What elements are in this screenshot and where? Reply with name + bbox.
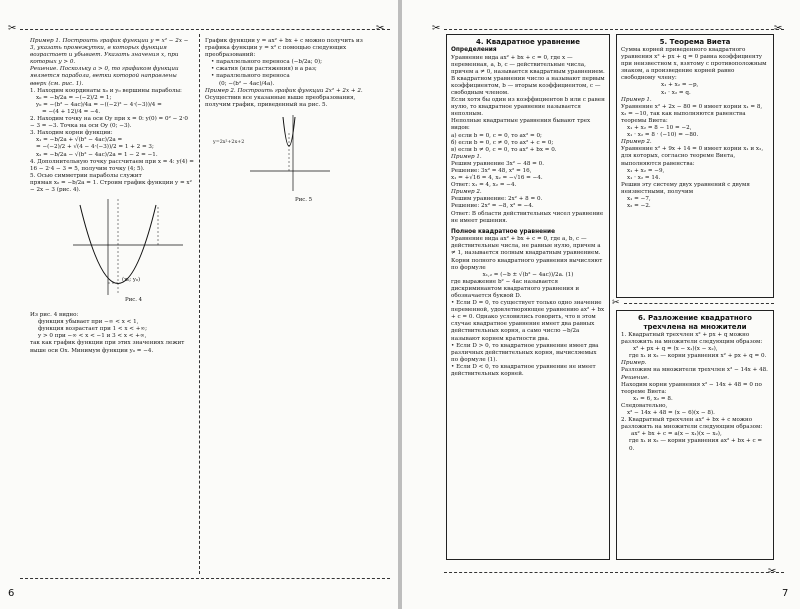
scissors-icon: ✂ [612,298,620,308]
right-page [402,0,800,609]
formula: (0; −(b² − 4ac)/4a). [219,80,275,87]
full-equation-heading: Полное квадратное уравнение [451,228,556,235]
text-line: Решение: 2x² = −8, x² = −4. [451,203,534,210]
text-line: Находим корни уравнения x² − 14x + 48 = 0 по теореме Виета: [621,381,762,395]
formula: x₁ + x₂ = −9, [627,167,665,174]
text-line: Пример 2. [451,189,482,196]
text-line: Решив эту систему двух уравнений с двумя неизвестными, получим [621,181,750,195]
section-4-title: 4. Квадратное уравнение [476,38,580,46]
scissors-icon: ✂ [8,23,17,34]
text-line: • Если D < 0, то квадратное уравнение не имеет действительных корней. [451,363,596,378]
text-line: Уравнение вида ax² + bx + c = 0, где x — переменная, a, b, c — действительные числа, причем a ≠ 0, называется квадратным уравнением. [451,54,605,75]
text-line: а) если b = 0, c = 0, то ax² = 0; [451,132,542,139]
formula: x₁ · x₂ = q. [661,89,691,96]
text-line: прямая x₀ = −b/2a = 1. Строим график функции y = x² − 2x − 3 (рис. 4). [30,179,192,193]
vertex-label: (x₀; y₀) [122,277,141,284]
text-line: 5. Осью симметрии параболы служит [30,172,142,179]
text-line: Решение. Поскольку a > 0, то графиком функции является парабола, ветки которой направлены вверх (см. рис. 1). [30,66,179,87]
section-4-box [446,34,610,560]
text-line: Из рис. 4 видно: [30,312,79,319]
formula: x₂ = −b/2a − √(b² − 4ac)/2a = 1 − 2 = −1. [36,151,158,158]
top-cut-line [444,29,784,30]
text-line: Пример. [621,360,647,367]
text-line: б) если b = 0, c ≠ 0, то ax² + c = 0; [451,139,554,146]
top-cut-line [20,29,390,30]
text-line: Пример 1. Построить график функции y = x² − 2x − 3, указать промежутки, в которых функция возрастает и убывает. Указать значения x, при которых y > 0. [30,38,189,66]
section-cut-line [624,303,774,304]
section-5-title: 5. Теорема Виета [659,38,731,46]
text-line: В квадратном уравнении число a называют первым коэффициентом, b — вторым коэффициентом, c — свободным членом. [451,75,605,96]
figure-5 [205,113,375,208]
definitions-heading: Определения [451,47,497,53]
text-line: Ответ: В области действительных чисел уравнение не имеет решения. [451,210,604,224]
text-line: 1. Находим координаты x₀ и y₀ вершины параболы: [30,87,182,94]
text-line: График функции y = ax² + bx + c можно получить из графика функции y = x² с помощью следующих преобразований: [205,38,363,59]
text-line: Пример 1. [451,153,482,160]
text-line: Сумма корней приведенного квадратного уравнения x² + px + q = 0 равна коэффициенту при неизвестном x, взятому с противоположным знаком, а произведение корней равно свободному члену: [621,47,767,82]
left-column-1 [30,38,194,578]
formula: x₁,₂ = (−b ± √(b² − 4ac))/2a. (1) [482,271,574,278]
text-line: Уравнение x² + 9x + 14 = 0 имеет корни x₁ и x₂, для которых, согласно теореме Виета, выполняются равенства: [621,146,764,167]
figure-4-caption: Рис. 4 [125,297,143,304]
text-line: Корни полного квадратного уравнения вычисляют по формуле [451,257,603,271]
text-line: Следовательно, [621,402,668,409]
scissors-icon: ✂ [376,23,385,34]
formula: x₀ = −b/2a = −(−2)/2 = 1; [36,94,112,101]
text-line: Пример 1. [621,96,652,103]
scissors-icon: ✂ [432,23,441,34]
page-number: 7 [782,588,789,599]
formula: y₀ = −(b² − 4ac)/4a = −((−2)² − 4·(−3))/4 = [36,101,162,108]
parabola-graph-2 [245,113,335,193]
page-number: 6 [8,588,15,599]
formula: x₁ + x₂ = −p, [661,82,699,89]
formula: x₁ = −7, [627,195,651,202]
formula: x₁ · x₂ = 14. [627,174,661,181]
text-line: функция возрастает при 1 < x < +∞; [38,326,148,333]
text-line: Уравнение x² + 2x − 80 = 0 имеет корни x₁ = 8, x₂ = −10, так как выполняются равенства теоремы Виета: [621,103,763,124]
figure-5-caption: Рис. 5 [295,196,313,203]
curve-label: y=2x²+2x+2 [213,139,245,145]
formula: x₁ = 6, x₂ = 8. [633,395,673,402]
left-page [0,0,398,609]
figure-4 [30,197,194,309]
formula: = −(−2)/2 + √(4 − 4·(−3))/2 = 1 + 2 = 3; [36,144,154,151]
text-line: 4. Дополнительную точку рассчитаем при x = 4: y(4) = 16 − 2·4 − 3 = 5, получим точку (4; 5). [30,158,194,172]
text-line: Решим уравнение 3x² − 48 = 0. [451,160,544,167]
text-line: функция убывает при −∞ < x < 1, [38,319,139,326]
text-line: • сжатия (или растяжения) в a раз; [211,66,317,73]
text-line: 1. Квадратный трехчлен x² + px + q можно разложить на множители следующим образом: [621,332,763,346]
text-line: Решим уравнение: 2x² + 8 = 0. [451,196,543,203]
text-line: Решение: 3x² = 48, x² = 16, [451,168,532,174]
section-5-box [616,34,774,298]
text-line: y > 0 при −∞ < x < −1 и 3 < x < +∞, [38,333,147,340]
formula: x₁ = −b/2a + √(b² − 4ac)/2a = [36,137,123,144]
bottom-cut-line [20,578,390,579]
formula: = −(4 + 12)/4 = −4. [42,108,101,115]
text-line: так как график функции при этих значениях лежит выше оси Ox. Минимум функции y₀ = −4. [30,340,185,354]
text-line: где x₁ и x₂ — корни уравнения ax² + bx + c = 0. [629,438,763,452]
text-line: • параллельного переноса [211,73,290,80]
text-line: где x₁ и x₂ — корни уравнения x² + px + q = 0. [629,353,767,360]
text-line: 2. Квадратный трехчлен ax² + bx + c можно разложить на множители следующим образом: [621,417,763,431]
section-6-title: 6. Разложение квадратного трехчлена на множители [638,314,752,331]
scissors-icon: ✂ [768,566,777,577]
text-line: 2. Находим точку на оси Oy при x = 0: y(0) = 0² − 2·0 − 3 = −3. Точка на оси Oy (0; −3). [30,116,188,130]
text-line: в) если b ≠ 0, c = 0, то ax² + bx = 0. [451,146,557,153]
text-line: Если хотя бы один из коэффициентов b или c равен нулю, то квадратное уравнение называется неполным. [451,97,605,118]
text-line: Неполные квадратные уравнения бывают трех видов: [451,118,591,132]
formula: x² − 14x + 48 = (x − 6)(x − 8). [627,410,715,417]
scissors-icon: ✂ [774,23,783,34]
text-line: Ответ: x₁ = 4, x₂ = −4. [451,182,517,189]
text-line: Решение. [621,374,650,381]
formula: x₁ · x₂ = 8 · (−10) = −80. [627,132,699,139]
left-column-2 [205,38,375,578]
column-divider [199,34,200,574]
bottom-cut-line [444,572,784,573]
formula: x² + px + q = (x − x₁)(x − x₂), [633,346,718,353]
formula: x₁ + x₂ = 8 − 10 = −2, [627,125,692,132]
text-line: Уравнение вида ax² + bx + c = 0, где a, b, c — действительные числа, не равные нулю, причем a ≠ 1, называется полным квадратным уравнением. [451,236,601,257]
text-line: Пример 2. Построить график функции 2x² + 2x + 2. [205,87,363,94]
formula: ax² + bx + c = a(x − x₁)(x − x₂), [631,431,722,438]
text-line: Пример 2. [621,139,652,146]
text-line: где выражение b² − 4ac называется дискриминантом квадратного уравнения и обозначается буквой D. [451,278,580,299]
text-line: 3. Находим корни функции: [30,130,113,137]
text-line: Осуществив все указанные выше преобразования, получим график, приведенный на рис. 5. [205,94,356,108]
text-line: • Если D > 0, то квадратное уравнение имеет два различных действительных корня, вычисляемых по формуле (1). [451,342,599,363]
text-line: • параллельного переноса (−b/2a; 0); [211,59,323,66]
text-line: x₁ = +√16 = 4, x₂ = −√16 = −4. [451,175,543,182]
text-line: Разложим на множители трехчлен x² − 14x + 48. [621,367,768,374]
text-line: • Если D = 0, то существует только одно значение переменной, удовлетворяющее уравнению ax² + bx + c = 0. Однако условились говорить, что в этом случае квадратное уравнение имеет два равных действительных корня, а само число −b/2a называют корнем кратности два. [451,300,605,342]
formula: x₂ = −2. [627,203,651,210]
section-6-box [616,310,774,560]
